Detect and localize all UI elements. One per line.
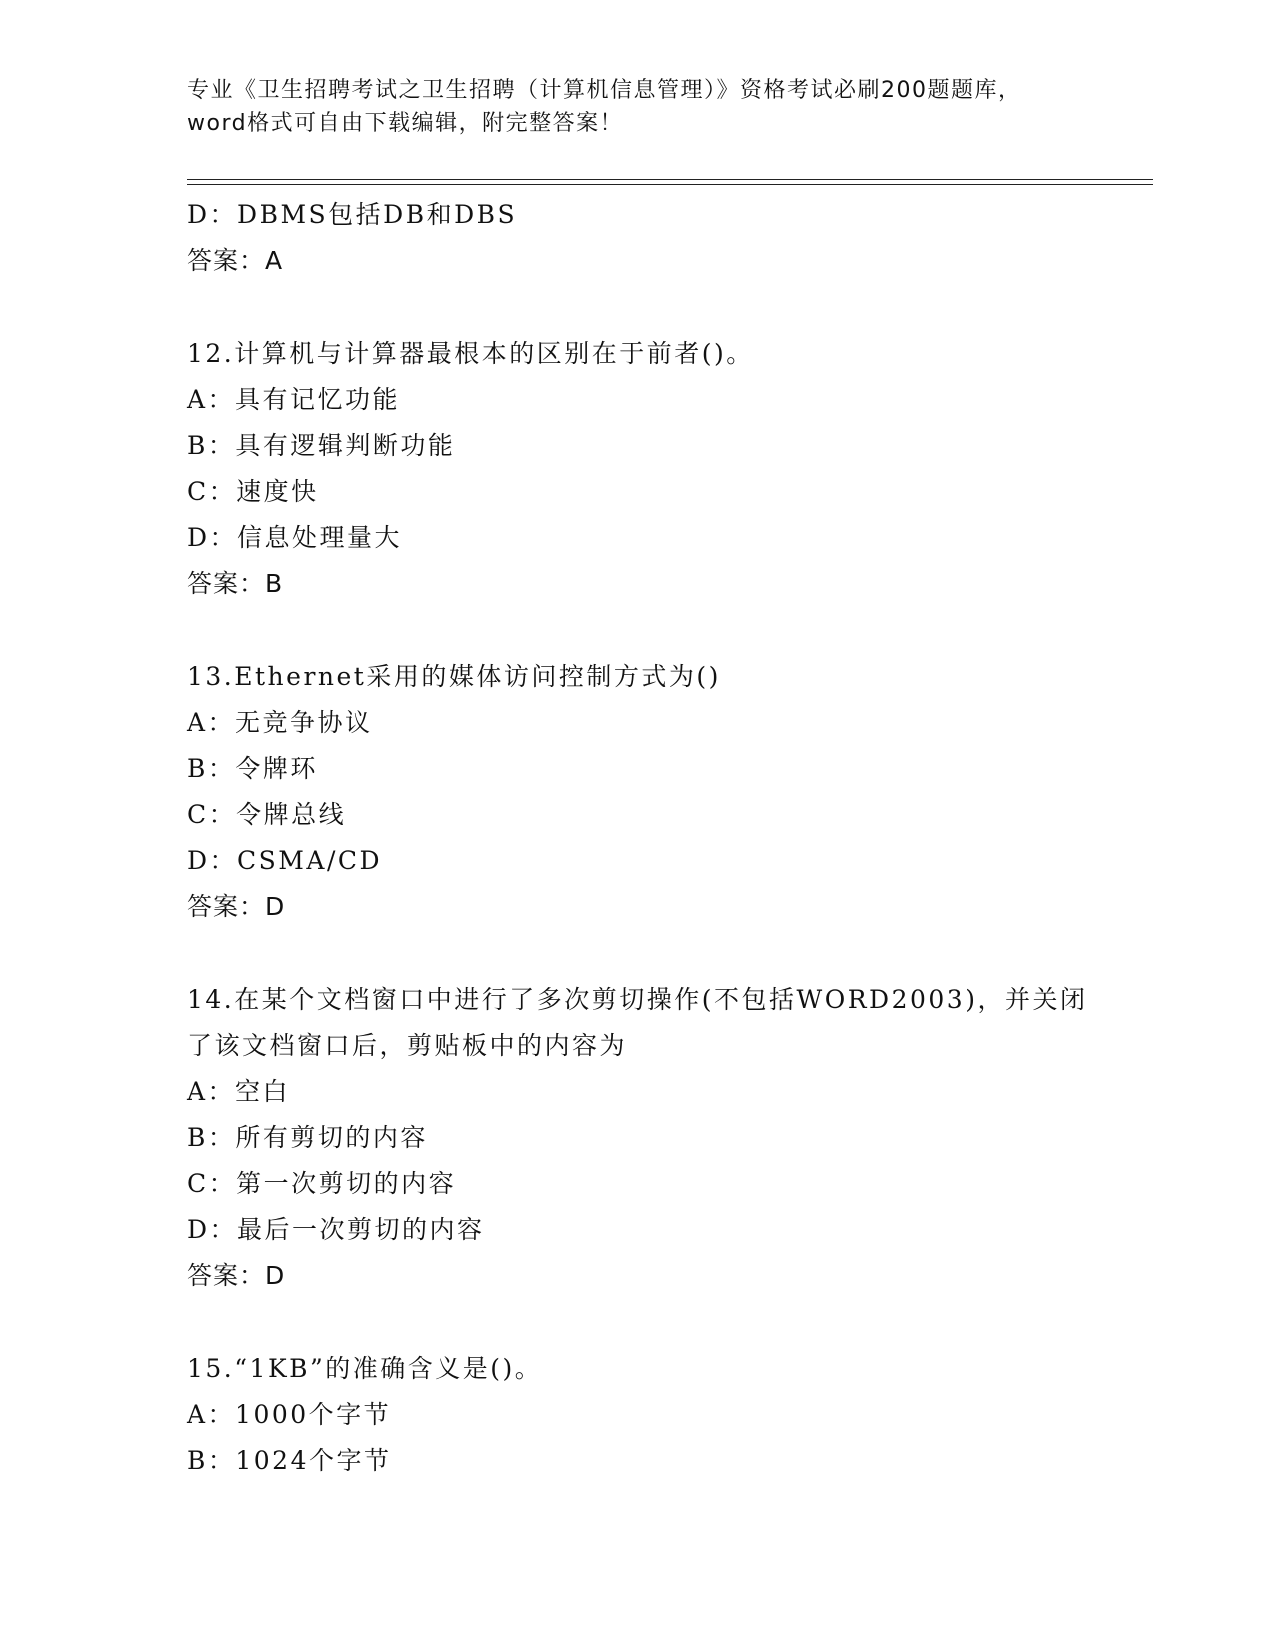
header-title-line-1: 专业《卫生招聘考试之卫生招聘（计算机信息管理）》资格考试必刷200题题库， [187, 78, 1022, 103]
option-d: D：DBMS包括DB和DBS [187, 200, 518, 229]
question-12 [187, 331, 1153, 607]
option-d: D：最后一次剪切的内容 [187, 1215, 485, 1244]
answer-line: 答案：B [187, 569, 284, 598]
header-rule-top [187, 179, 1153, 180]
option-d: D：CSMA/CD [187, 846, 383, 875]
document-header [187, 74, 1087, 140]
question-text: 12.计算机与计算器最根本的区别在于前者()。 [187, 339, 754, 368]
header-title-line-2: word格式可自由下载编辑，附完整答案！ [187, 111, 624, 136]
document-body [187, 192, 1153, 1484]
option-a: A：具有记忆功能 [187, 385, 401, 414]
answer-line: 答案：D [187, 1261, 286, 1290]
option-b: B：所有剪切的内容 [187, 1123, 428, 1152]
question-text: 13.Ethernet采用的媒体访问控制方式为() [187, 662, 721, 691]
question-text: 15.“1KB”的准确含义是()。 [187, 1354, 543, 1383]
option-a: A：1000个字节 [187, 1400, 392, 1429]
option-c: C：第一次剪切的内容 [187, 1169, 457, 1198]
question-text: 14.在某个文档窗口中进行了多次剪切操作(不包括WORD2003)，并关闭 [187, 985, 1088, 1014]
option-c: C：令牌总线 [187, 800, 347, 829]
header-rule-bottom [187, 184, 1153, 185]
question-text-continued: 了该文档窗口后，剪贴板中的内容为 [187, 1031, 628, 1060]
option-b: B：1024个字节 [187, 1446, 392, 1475]
option-d: D：信息处理量大 [187, 523, 403, 552]
question-15 [187, 1346, 1153, 1484]
option-a: A：空白 [187, 1077, 291, 1106]
answer-line: 答案：D [187, 892, 286, 921]
question-14 [187, 977, 1153, 1299]
question-13 [187, 654, 1153, 930]
answer-line: 答案：A [187, 246, 284, 275]
option-b: B：具有逻辑判断功能 [187, 431, 456, 460]
option-b: B：令牌环 [187, 754, 318, 783]
option-a: A：无竞争协议 [187, 708, 373, 737]
option-c: C：速度快 [187, 477, 319, 506]
